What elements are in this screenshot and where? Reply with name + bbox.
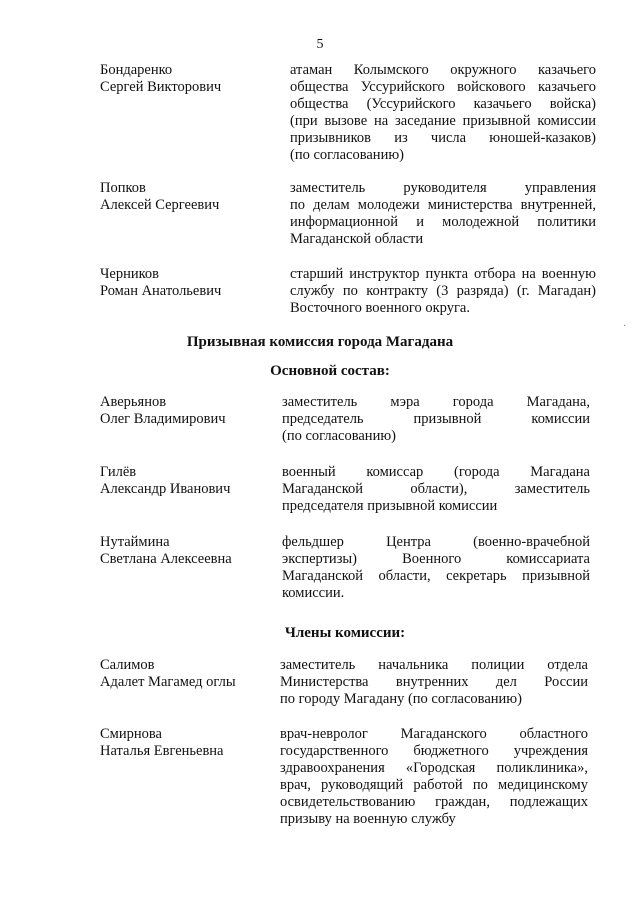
- person-name: [100, 266, 270, 300]
- role-line: фельдшер Центра (военно-врачебной: [282, 534, 590, 550]
- role-line: заместитель начальника полиции отдела: [280, 657, 588, 673]
- members-heading: Члены комиссии:: [284, 625, 406, 641]
- role-line: Магаданской области: [290, 231, 424, 247]
- person-role: [282, 534, 590, 602]
- commission-title: Призывная комиссия города Магадана: [186, 334, 454, 350]
- role-line: комиссии.: [282, 585, 345, 601]
- person-role: [282, 464, 590, 515]
- given-name: Светлана Алексеевна: [100, 551, 232, 567]
- surname: Бондаренко: [100, 62, 173, 78]
- role-line: заместитель мэра города Магадана,: [282, 394, 590, 410]
- role-line: врач, руководящий работой по медицинскому: [280, 777, 588, 793]
- role-line: общества (Уссурийского казачьего войска): [290, 96, 596, 112]
- role-line: Магаданской области), заместитель: [282, 481, 590, 497]
- surname: Попков: [100, 180, 146, 196]
- given-name: Олег Владимирович: [100, 411, 226, 427]
- surname: Смирнова: [100, 726, 162, 742]
- role-line: общества Уссурийского войскового казачьего: [290, 79, 596, 95]
- person-name: [100, 180, 270, 214]
- role-line: призыву на военную службу: [280, 811, 456, 827]
- role-line: освидетельствованию граждан, подлежащих: [280, 794, 588, 810]
- role-line: службу по контракту (3 разряда) (г. Магадан): [290, 283, 596, 299]
- role-line: Министерства внутренних дел России: [280, 674, 588, 690]
- surname: Черников: [100, 266, 160, 282]
- role-line: (по согласованию): [290, 147, 404, 163]
- role-line: здравоохранения «Городская поликлиника»,: [280, 760, 588, 776]
- surname: Гилёв: [100, 464, 137, 480]
- role-line: по городу Магадану (по согласованию): [280, 691, 522, 707]
- person-name: [100, 62, 270, 96]
- role-line: информационной и молодежной политики: [290, 214, 596, 230]
- person-name: [100, 726, 270, 760]
- given-name: Наталья Евгеньевна: [100, 743, 224, 759]
- given-name: Роман Анатольевич: [100, 283, 222, 299]
- role-line: Магаданской области, секретарь призывной: [282, 568, 590, 584]
- person-name: [100, 534, 270, 568]
- person-name: [100, 657, 270, 691]
- role-line: старший инструктор пункта отбора на военную: [290, 266, 596, 282]
- margin-mark: ·: [623, 321, 627, 332]
- person-name: [100, 394, 270, 428]
- person-name: [100, 464, 270, 498]
- surname: Аверьянов: [100, 394, 167, 410]
- surname: Нутаймина: [100, 534, 170, 550]
- given-name: Адалет Магамед оглы: [100, 674, 236, 690]
- role-line: врач-невролог Магаданского областного: [280, 726, 588, 742]
- role-line: (по согласованию): [282, 428, 396, 444]
- given-name: Александр Иванович: [100, 481, 231, 497]
- role-line: государственного бюджетного учреждения: [280, 743, 588, 759]
- person-role: [290, 266, 596, 317]
- page-number: 5: [316, 37, 324, 52]
- main-staff-heading: Основной состав:: [270, 363, 390, 379]
- role-line: (при вызове на заседание призывной комиссии: [290, 113, 596, 129]
- person-role: [282, 394, 590, 445]
- role-line: призывников из числа юношей-казаков): [290, 130, 596, 146]
- person-role: [290, 62, 596, 164]
- role-line: военный комиссар (города Магадана: [282, 464, 590, 480]
- role-line: Восточного военного округа.: [290, 300, 470, 316]
- role-line: председателя призывной комиссии: [282, 498, 498, 514]
- surname: Салимов: [100, 657, 155, 673]
- role-line: атаман Колымского окружного казачьего: [290, 62, 596, 78]
- given-name: Алексей Сергеевич: [100, 197, 220, 213]
- given-name: Сергей Викторович: [100, 79, 222, 95]
- person-role: [290, 180, 596, 248]
- person-role: [280, 726, 588, 828]
- role-line: заместитель руководителя управления: [290, 180, 596, 196]
- person-role: [280, 657, 588, 708]
- role-line: председатель призывной комиссии: [282, 411, 590, 427]
- role-line: экспертизы) Военного комиссариата: [282, 551, 590, 567]
- role-line: по делам молодежи министерства внутренней,: [290, 197, 596, 213]
